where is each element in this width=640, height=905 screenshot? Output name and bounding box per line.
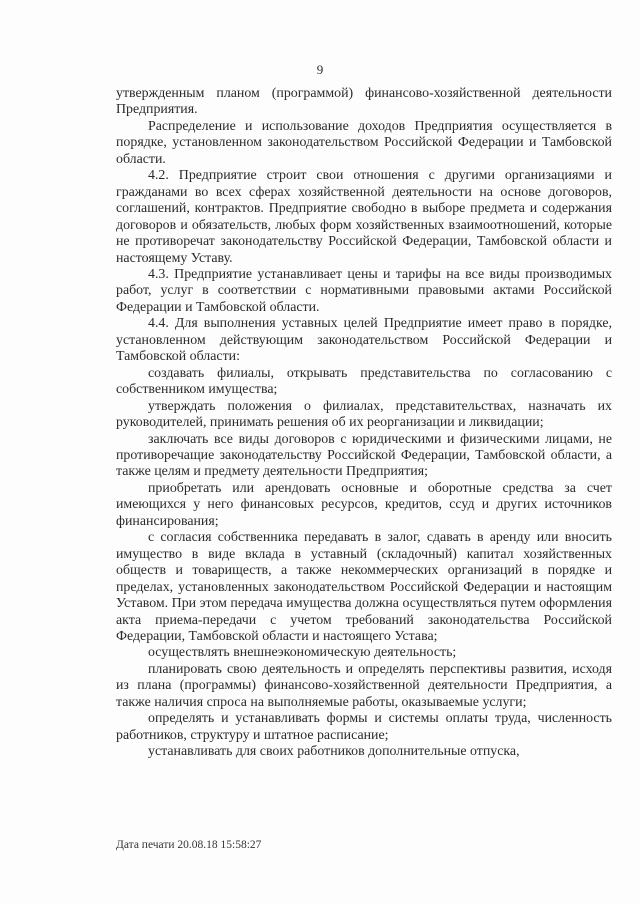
body-text: [116, 86, 612, 761]
list-item-assets: приобретать или арендовать основные и оборотные средства за счет имеющихся у него финансовых ресурсов, кредитов, ссуд и других источников финансирования;: [116, 480, 612, 529]
list-item-branches: создавать филиалы, открывать представительства по согласованию с собственником имущества;: [116, 365, 612, 398]
list-item-pledge: с согласия собственника передавать в залог, сдавать в аренду или вносить имущество в виде вклада в уставный (складочный) капитал хозяйственных обществ и товариществ, а также некоммерческих организаций в порядке и пределах, установленных законодательством Российской Федерации и настоящим Уставом. При этом передача имущества должна осуществляться путем оформления акта приема-передачи с учетом требований законодательства Российской Федерации, Тамбовской области и настоящего Устава;: [116, 530, 612, 644]
list-item-payroll: определять и устанавливать формы и системы оплаты труда, численность работников, структуру и штатное расписание;: [116, 711, 612, 743]
paragraph-4-3: 4.3. Предприятие устанавливает цены и тарифы на все виды производимых работ, услуг в соответствии с нормативными правовыми актами Российской Федерации и Тамбовской области.: [116, 266, 612, 315]
page-number: 9: [316, 62, 324, 77]
list-item-regulations: утверждать положения о филиалах, представительствах, назначать их руководителей, принимать решения об их реорганизации и ликвидации;: [116, 398, 612, 431]
paragraph-continuation: утвержденным планом (программой) финансово-хозяйственной деятельности Предприятия.: [116, 86, 612, 118]
print-date-footer: Дата печати 20.08.18 15:58:27: [116, 839, 262, 851]
list-item-planning: планировать свою деятельность и определять перспективы развития, исходя из плана (программы) финансово-хозяйственной деятельности Предприятия, а также наличия спроса на выполняемые работы, оказываемые услуги;: [116, 661, 612, 710]
list-item-vacations: устанавливать для своих работников дополнительные отпуска,: [148, 744, 520, 760]
paragraph-income-distribution: Распределение и использование доходов Предприятия осуществляется в порядке, установленном законодательством Российской Федерации и Тамбовской области.: [116, 118, 612, 167]
paragraph-4-2: 4.2. Предприятие строит свои отношения с другими организациями и гражданами во всех сферах хозяйственной деятельности на основе договоров, соглашений, контрактов. Предприятие свободно в выборе предмета и содержания договоров и обязательств, любых форм хозяйственных взаимоотношений, которые не противоречат законодательству Российской Федерации, Тамбовской области и настоящему Уставу.: [116, 168, 612, 266]
list-item-contracts: заключать все виды договоров с юридическими и физическими лицами, не противоречащие законодательству Российской Федерации, Тамбовской области, а также целям и предмету деятельности Предприятия;: [116, 431, 612, 480]
paragraph-4-4: 4.4. Для выполнения уставных целей Предприятие имеет право в порядке, установленном действующим законодательством Российской Федерации и Тамбовской области:: [116, 316, 612, 365]
list-item-foreign-trade: осуществлять внешнеэкономическую деятельность;: [148, 645, 457, 661]
